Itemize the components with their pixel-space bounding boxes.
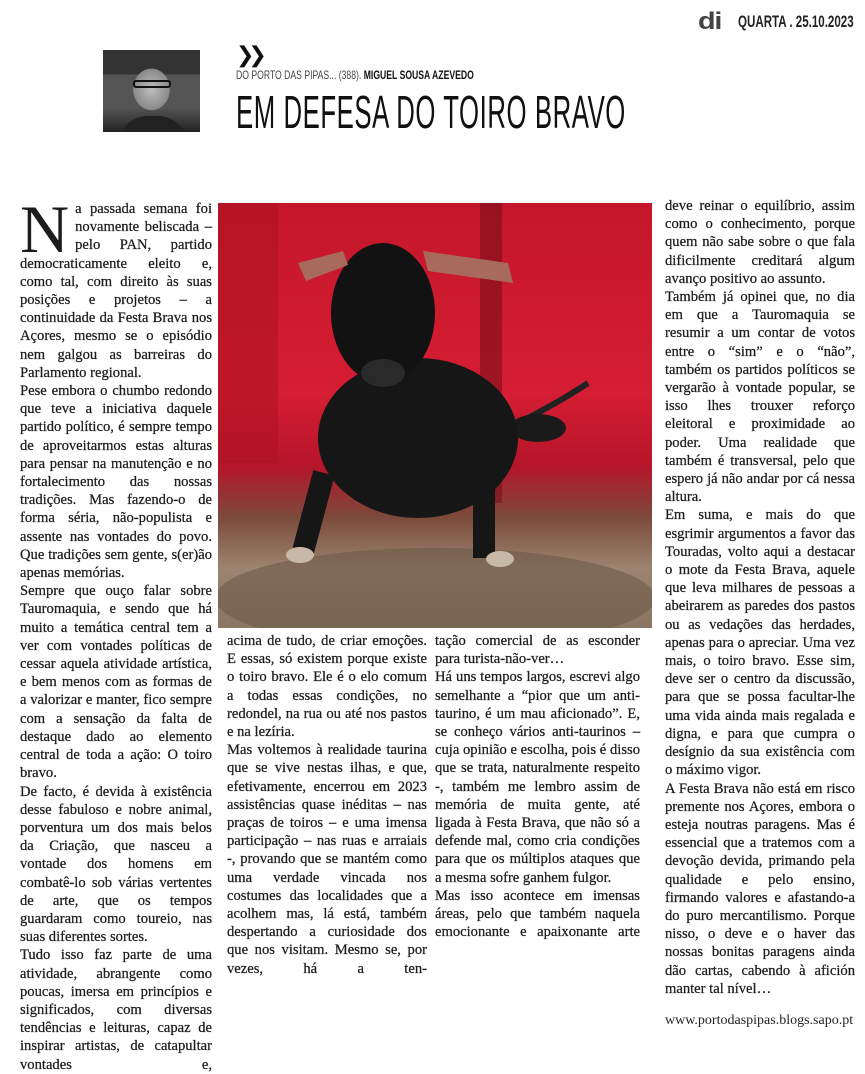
drop-cap: N: [20, 191, 70, 267]
column-4: [665, 197, 855, 1030]
paragraph: A Festa Brava não está em risco premente nos Açores, embora o esteja noutras paragens. Mas é essencial que a tratemos com a devoção devida, primando pela qualidade e pelo ensino, firmando valores e afastando-a do puro mercantilismo. Porque nisso, o deve e o haver das nossas bonitas paragens ainda dão cartas, cabendo à afición manter tal nível…: [665, 780, 855, 997]
double-chevron-icon: ❯❯: [236, 43, 261, 68]
author-name: MIGUEL SOUSA AZEVEDO: [363, 68, 474, 82]
bull-photo: [218, 203, 652, 628]
paragraph: Mas isso acontece em imensas áreas, pelo que também naquela emocionante e apaixonante arte: [435, 887, 640, 941]
author-photo: [103, 50, 200, 132]
paragraph: Há uns tempos largos, escrevi algo semelhante a “pior que um anti-taurino, é um mau aficionado”. E, se conheço vários anti-taurinos – cuja opinião e escolha, pois é disso que se trata, naturalmente respeito -, também me lembro assim de memória de muita gente, até ligada à Festa Brava, que não só a defende mal, como cria condições para que os múltiplos ataques que a mesma sofre ganhem fulgor.: [435, 669, 640, 886]
column-1: [20, 191, 212, 1074]
paragraph-text: a passada semana foi novamente beliscada – pelo PAN, partido democraticamente eleito e, como tal, com direito às suas posições e projetos – a continuidade da Festa Brava nos Açores, mesmo se o episódio nem galgou as barreiras do Parlamento regional.: [20, 201, 212, 381]
kicker: [236, 68, 474, 82]
paragraph: acima de tudo, de criar emoções. E essas, só existem porque existe o toiro bravo. Ele é o elo comum a todas essas condições, no redondel, na rua ou até nos pastos e na lezíria.: [227, 633, 427, 741]
issue-date: QUARTA . 25.10.2023: [738, 12, 854, 31]
paragraph: Sempre que ouço falar sobre Tauromaquia, e sendo que há muito a temática central tem a ver com vontades políticas de cessar aquela atividade artística, e bem menos com as formas de a valorizar e manter, fico sempre com a sensação da falta de destaque dado ao elemento central de toda a ação: O toiro bravo.: [20, 583, 212, 782]
author-body: [118, 116, 188, 132]
newspaper-logo: di: [698, 8, 722, 35]
bull-illustration: [218, 203, 652, 628]
paragraph: tação comercial de as esconder para turista-não-ver…: [435, 633, 640, 668]
paragraph: De facto, é devida à existência desse fabuloso e nobre animal, porventura um dos mais belos da Criação, que nasceu a vontade dos homens em combatê-lo sob várias vertentes de arte, que os tempos guardaram como toureio, nas suas diferentes sortes.: [20, 783, 212, 946]
column-2: [227, 632, 427, 978]
paragraph: Tudo isso faz parte de uma atividade, abrangente como poucas, imersa em princípios e significados, com diversas tendências e leituras, capaz de inspirar artistas, de catapultar vontades e,: [20, 947, 212, 1073]
paragraph: Mas voltemos à realidade taurina que se vive nestas ilhas, e que, efetivamente, encerrou em 2023 assistências quase inéditas – nas praças de toiros – e uma imensa participação – nas ruas e arraiais -, provando que se mantém como uma verdade vincada nos costumes das localidades que a acolhem mas, lá está, também despertando a curiosidade dos que nos visitam. Mesmo se, por vezes, há a ten-: [227, 742, 427, 977]
paragraph: [20, 191, 212, 382]
paragraph: Em suma, e mais do que esgrimir argumentos a favor das Touradas, volto aqui a destacar o mote da Festa Brava, aquele que leva milhares de pessoas a abeirarem as paredes dos pastos ou as vedações das herdades, apenas para o apreciar. Uma vez mais, o toiro bravo. Esse sim, deve ser o centro da discussão, para que se possa facultar-lhe uma vida ainda mais regalada e digna, e para que cumpra o desígnio da sua existência com o máximo vigor.: [665, 507, 855, 779]
paragraph: deve reinar o equilíbrio, assim como o conhecimento, porque quem não sabe sobre o que fala dificilmente creditará algum avanço positivo ao assunto.: [665, 198, 855, 287]
paragraph: Também já opinei que, no dia em que a Tauromaquia se resumir a um contar de votos entre o “sim” e o “não”, também os partidos políticos se vergarão à vontade popular, se isso lhes trouxer reforço eleitoral e proximidade ao poder. Uma realidade que também é transversal, pelo que espero já não andar por cá nessa altura.: [665, 289, 855, 506]
paragraph: Pese embora o chumbo redondo que teve a iniciativa daquele partido político, é sempre tempo de aproveitarmos estas alturas para pensar na manutenção e no fortalecimento das nossas tradições. Mas fazendo-o de forma séria, não-populista e assente nas vontades do povo. Que tradições sem gente, s(er)ão apenas memórias.: [20, 383, 212, 582]
column-name: DO PORTO DAS PIPAS... (388).: [236, 68, 362, 82]
glasses: [133, 80, 171, 88]
blog-url[interactable]: www.portodaspipas.blogs.sapo.pt: [665, 1012, 854, 1028]
article-title: EM DEFESA DO TOIRO BRAVO: [236, 86, 626, 138]
column-3: [435, 632, 640, 941]
